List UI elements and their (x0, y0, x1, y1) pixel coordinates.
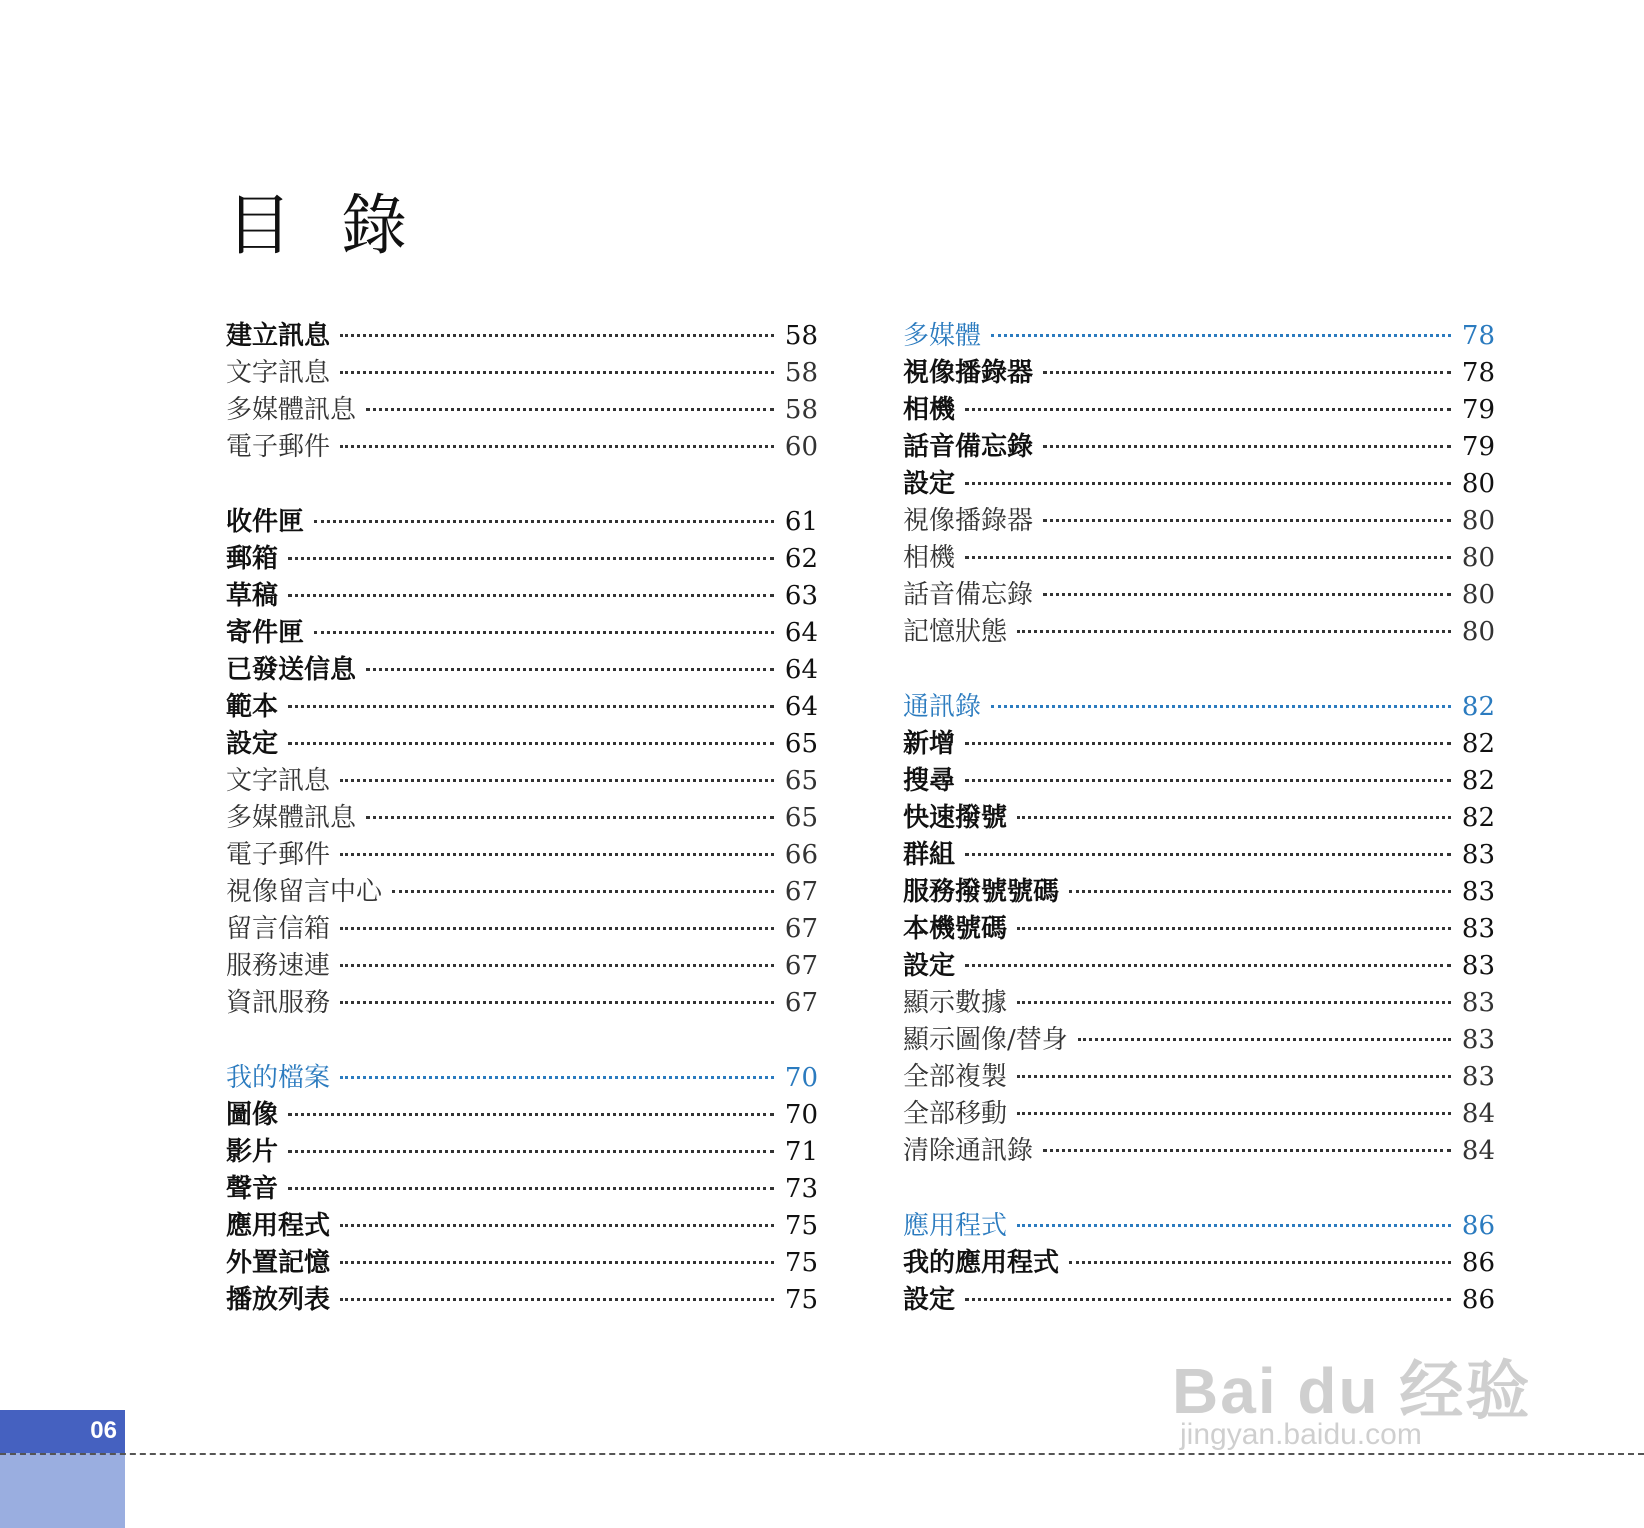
watermark-sub-text: jingyan.baidu.com (1180, 1418, 1422, 1451)
toc-entry-label: 我的應用程式 (903, 1248, 1060, 1278)
toc-entry-label: 設定 (903, 1285, 956, 1315)
toc-entry-page: 80 (1461, 617, 1495, 647)
dot-leader (1043, 1149, 1451, 1152)
toc-entry-label: 話音備忘錄 (903, 432, 1034, 462)
dot-leader (340, 1298, 774, 1301)
toc-entry-label: 記憶狀態 (903, 617, 1008, 647)
dot-leader (1078, 1038, 1451, 1041)
toc-entry-label: 留言信箱 (226, 914, 331, 944)
toc-entry-page: 66 (784, 840, 818, 870)
toc-entry-page: 83 (1461, 951, 1495, 981)
toc-entry-page: 67 (784, 877, 818, 907)
dot-leader (288, 557, 774, 560)
toc-entry-page: 64 (784, 692, 818, 722)
toc-entry-label: 範本 (226, 692, 279, 722)
toc-entry-page: 64 (784, 618, 818, 648)
toc-entry-page: 60 (784, 432, 818, 462)
dot-leader (965, 482, 1451, 485)
toc-entry-page: 70 (784, 1100, 818, 1130)
toc-entry-page: 78 (1461, 358, 1495, 388)
toc-entry-label: 已發送信息 (226, 655, 357, 685)
toc-entry-label: 文字訊息 (226, 766, 331, 796)
toc-entry-label: 相機 (903, 543, 956, 573)
toc-entry[interactable] (903, 1059, 1495, 1096)
toc-entry[interactable] (903, 614, 1495, 651)
toc-entry-page: 86 (1461, 1211, 1495, 1241)
toc-entry-label: 電子郵件 (226, 840, 331, 870)
toc-section-heading[interactable] (903, 689, 1495, 726)
toc-entry-page: 84 (1461, 1099, 1495, 1129)
dot-leader (340, 1224, 774, 1227)
toc-entry[interactable] (903, 1282, 1495, 1319)
toc-entry-page: 79 (1461, 395, 1495, 425)
toc-entry-label: 顯示圖像/替身 (903, 1025, 1068, 1055)
toc-entry-page: 75 (784, 1285, 818, 1315)
dot-leader (314, 631, 774, 634)
toc-right-column (903, 318, 1495, 1319)
dot-leader (340, 334, 774, 337)
dot-leader (340, 779, 774, 782)
dot-leader (1043, 593, 1451, 596)
toc-entry[interactable] (226, 1245, 818, 1282)
toc-entry[interactable] (903, 763, 1495, 800)
toc-entry[interactable] (226, 726, 818, 763)
dot-leader (288, 594, 774, 597)
toc-entry[interactable] (226, 355, 818, 392)
toc-entry-page: 86 (1461, 1285, 1495, 1315)
toc-entry[interactable] (903, 837, 1495, 874)
toc-entry[interactable] (903, 874, 1495, 911)
toc-entry-page: 83 (1461, 988, 1495, 1018)
toc-entry[interactable] (903, 1096, 1495, 1133)
section-gap (903, 1170, 1495, 1208)
toc-entry[interactable] (903, 985, 1495, 1022)
dot-leader (1043, 371, 1451, 374)
toc-section-heading[interactable] (903, 318, 1495, 355)
toc-entry-label: 搜尋 (903, 766, 956, 796)
toc-entry[interactable] (903, 726, 1495, 763)
toc-entry[interactable] (903, 1022, 1495, 1059)
toc-section-heading[interactable] (903, 1208, 1495, 1245)
toc-entry[interactable] (226, 1097, 818, 1134)
dot-leader (965, 964, 1451, 967)
toc-entry-page: 83 (1461, 1025, 1495, 1055)
dot-leader (366, 816, 774, 819)
watermark-main-text: Bai du 经验 (1172, 1355, 1532, 1427)
toc-entry-page: 58 (784, 321, 818, 351)
toc-entry[interactable] (226, 763, 818, 800)
dot-leader (965, 853, 1451, 856)
toc-entry[interactable] (226, 689, 818, 726)
toc-entry-page: 63 (784, 581, 818, 611)
toc-entry[interactable] (226, 615, 818, 652)
dot-leader (366, 668, 774, 671)
toc-entry-page: 65 (784, 803, 818, 833)
toc-entry-label: 話音備忘錄 (903, 580, 1034, 610)
toc-entry[interactable] (226, 318, 818, 355)
toc-entry-page: 82 (1461, 803, 1495, 833)
dot-leader (288, 742, 774, 745)
toc-entry[interactable] (226, 1171, 818, 1208)
dot-leader (965, 408, 1451, 411)
toc-entry[interactable] (903, 540, 1495, 577)
toc-entry[interactable] (903, 948, 1495, 985)
toc-entry-label: 播放列表 (226, 1285, 331, 1315)
toc-entry-label: 多媒體 (903, 321, 982, 351)
toc-entry-label: 應用程式 (226, 1211, 331, 1241)
page-tab-header (0, 1410, 125, 1453)
toc-entry[interactable] (903, 1133, 1495, 1170)
section-gap (903, 651, 1495, 689)
dot-leader (1017, 1075, 1451, 1078)
footer-dashed-rule (0, 1453, 1644, 1455)
toc-entry-label: 新增 (903, 729, 956, 759)
dot-leader (340, 445, 774, 448)
toc-entry-page: 73 (784, 1174, 818, 1204)
toc-entry-page: 80 (1461, 580, 1495, 610)
toc-entry[interactable] (903, 577, 1495, 614)
toc-entry[interactable] (903, 392, 1495, 429)
dot-leader (392, 890, 774, 893)
dot-leader (288, 1187, 774, 1190)
toc-entry-label: 本機號碼 (903, 914, 1008, 944)
dot-leader (340, 1001, 774, 1004)
toc-entry-page: 84 (1461, 1136, 1495, 1166)
toc-entry-page: 79 (1461, 432, 1495, 462)
dot-leader (340, 964, 774, 967)
watermark-logo (1172, 1340, 1552, 1450)
toc-entry-label: 視像留言中心 (226, 877, 383, 907)
toc-entry-page: 80 (1461, 506, 1495, 536)
dot-leader (991, 705, 1451, 708)
section-gap (226, 466, 818, 504)
toc-entry-page: 80 (1461, 469, 1495, 499)
toc-entry-label: 相機 (903, 395, 956, 425)
dot-leader (1017, 927, 1451, 930)
toc-entry[interactable] (903, 355, 1495, 392)
toc-entry-label: 建立訊息 (226, 321, 331, 351)
dot-leader (340, 927, 774, 930)
toc-entry[interactable] (226, 874, 818, 911)
toc-entry-page: 67 (784, 988, 818, 1018)
toc-entry-label: 草稿 (226, 581, 279, 611)
toc-entry-page: 67 (784, 951, 818, 981)
toc-entry-label: 郵箱 (226, 544, 279, 574)
toc-entry[interactable] (226, 911, 818, 948)
dot-leader (965, 556, 1451, 559)
dot-leader (340, 1261, 774, 1264)
toc-entry[interactable] (903, 429, 1495, 466)
toc-section-heading[interactable] (226, 1060, 818, 1097)
dot-leader (991, 334, 1451, 337)
toc-entry-page: 62 (784, 544, 818, 574)
toc-entry[interactable] (226, 837, 818, 874)
toc-entry[interactable] (226, 429, 818, 466)
dot-leader (340, 1076, 774, 1079)
toc-entry-page: 61 (784, 507, 818, 537)
toc-entry[interactable] (903, 466, 1495, 503)
dot-leader (340, 853, 774, 856)
toc-entry-page: 82 (1461, 766, 1495, 796)
toc-entry[interactable] (226, 541, 818, 578)
dot-leader (965, 779, 1451, 782)
toc-entry[interactable] (226, 578, 818, 615)
dot-leader (1017, 1001, 1451, 1004)
toc-entry-label: 應用程式 (903, 1211, 1008, 1241)
toc-entry-label: 清除通訊錄 (903, 1136, 1034, 1166)
toc-entry-page: 75 (784, 1211, 818, 1241)
toc-entry-label: 多媒體訊息 (226, 803, 357, 833)
dot-leader (1069, 1261, 1451, 1264)
toc-entry[interactable] (903, 911, 1495, 948)
toc-entry-label: 全部移動 (903, 1099, 1008, 1129)
toc-entry-page: 58 (784, 395, 818, 425)
toc-entry-label: 外置記憶 (226, 1248, 331, 1278)
toc-entry-label: 視像播錄器 (903, 358, 1034, 388)
toc-entry-label: 資訊服務 (226, 988, 331, 1018)
dot-leader (1043, 519, 1451, 522)
toc-entry-label: 設定 (226, 729, 279, 759)
page-number: 06 (90, 1417, 117, 1444)
toc-entry[interactable] (226, 392, 818, 429)
dot-leader (340, 371, 774, 374)
toc-entry[interactable] (226, 985, 818, 1022)
toc-entry-page: 58 (784, 358, 818, 388)
page-tab (0, 1410, 125, 1528)
toc-entry-page: 83 (1461, 840, 1495, 870)
toc-left-column (226, 318, 818, 1319)
toc-entry-page: 67 (784, 914, 818, 944)
toc-entry-label: 視像播錄器 (903, 506, 1034, 536)
toc-entry-page: 80 (1461, 543, 1495, 573)
toc-entry-label: 服務撥號號碼 (903, 877, 1060, 907)
toc-entry-page: 70 (784, 1063, 818, 1093)
toc-entry-label: 收件匣 (226, 507, 305, 537)
toc-entry-label: 聲音 (226, 1174, 279, 1204)
toc-entry-label: 文字訊息 (226, 358, 331, 388)
toc-entry[interactable] (226, 652, 818, 689)
toc-entry-label: 全部複製 (903, 1062, 1008, 1092)
toc-entry-label: 電子郵件 (226, 432, 331, 462)
toc-entry-page: 71 (784, 1137, 818, 1167)
dot-leader (314, 520, 774, 523)
dot-leader (366, 408, 774, 411)
toc-entry-page: 82 (1461, 692, 1495, 722)
toc-entry-label: 影片 (226, 1137, 279, 1167)
dot-leader (1017, 630, 1451, 633)
toc-entry-page: 83 (1461, 1062, 1495, 1092)
toc-entry[interactable] (226, 1134, 818, 1171)
toc-entry-page: 78 (1461, 321, 1495, 351)
toc-entry[interactable] (903, 1245, 1495, 1282)
toc-entry[interactable] (226, 800, 818, 837)
toc-entry[interactable] (226, 504, 818, 541)
toc-entry-label: 我的檔案 (226, 1063, 331, 1093)
toc-entry[interactable] (226, 1208, 818, 1245)
toc-entry-label: 服務速連 (226, 951, 331, 981)
dot-leader (1017, 1224, 1451, 1227)
dot-leader (1069, 890, 1451, 893)
toc-entry-page: 82 (1461, 729, 1495, 759)
toc-entry-page: 65 (784, 729, 818, 759)
section-gap (226, 1022, 818, 1060)
toc-entry-label: 顯示數據 (903, 988, 1008, 1018)
toc-entry-page: 83 (1461, 877, 1495, 907)
toc-entry-label: 快速撥號 (903, 803, 1008, 833)
toc-entry-page: 83 (1461, 914, 1495, 944)
dot-leader (965, 742, 1451, 745)
page-title: 目 錄 (226, 187, 421, 265)
toc-entry[interactable] (903, 503, 1495, 540)
toc-entry-page: 64 (784, 655, 818, 685)
toc-entry-label: 設定 (903, 951, 956, 981)
toc-entry-page: 65 (784, 766, 818, 796)
toc-entry-label: 設定 (903, 469, 956, 499)
toc-entry[interactable] (903, 800, 1495, 837)
dot-leader (288, 1150, 774, 1153)
toc-entry-page: 75 (784, 1248, 818, 1278)
toc-entry-label: 寄件匣 (226, 618, 305, 648)
toc-entry-label: 群組 (903, 840, 956, 870)
dot-leader (288, 1113, 774, 1116)
toc-entry[interactable] (226, 1282, 818, 1319)
dot-leader (965, 1298, 1451, 1301)
dot-leader (1017, 816, 1451, 819)
toc-entry-label: 通訊錄 (903, 692, 982, 722)
dot-leader (288, 705, 774, 708)
toc-entry-label: 圖像 (226, 1100, 279, 1130)
toc-entry-page: 86 (1461, 1248, 1495, 1278)
toc-entry-label: 多媒體訊息 (226, 395, 357, 425)
dot-leader (1017, 1112, 1451, 1115)
dot-leader (1043, 445, 1451, 448)
toc-entry[interactable] (226, 948, 818, 985)
